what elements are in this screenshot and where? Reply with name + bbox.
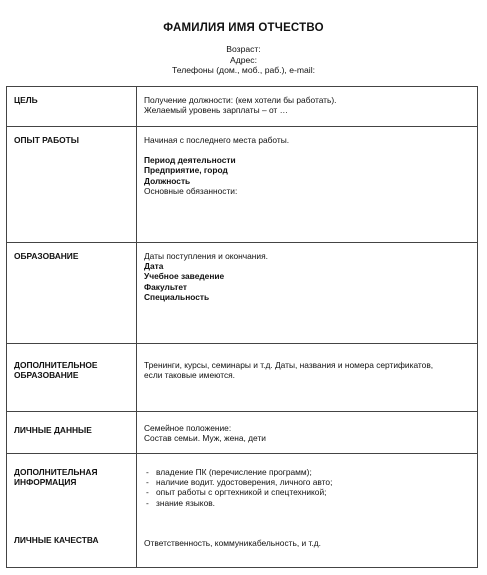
education-content (137, 243, 478, 344)
personal-line-1: Семейное положение: (144, 423, 232, 433)
additional-info-content (137, 454, 478, 568)
education-specialty: Специальность (144, 291, 210, 302)
list-item: - знание языков. (144, 498, 471, 508)
additional-info-list (144, 467, 471, 508)
additional-education-row (7, 344, 478, 412)
experience-duties: Основные обязанности: (144, 185, 238, 196)
additional-education-line-2: если таковые имеются. (144, 370, 235, 381)
education-date: Дата (144, 261, 164, 272)
experience-intro: Начиная с последнего места работы. (144, 135, 290, 145)
goal-line-2: Желаемый уровень зарплаты – от … (144, 105, 288, 116)
education-faculty: Факультет (144, 281, 188, 292)
list-item: - опыт работы с оргтехникой и спецтехникой; (144, 487, 471, 497)
additional-info-row (7, 454, 478, 568)
age-label: Возраст: (226, 44, 261, 54)
list-item: - наличие водит. удостоверения, личного авто; (144, 477, 471, 487)
experience-position: Должность (144, 175, 191, 186)
education-intro: Даты поступления и окончания. (144, 251, 268, 261)
experience-period: Период деятельности (144, 155, 236, 166)
goal-row (7, 87, 478, 127)
additional-education-content (137, 344, 478, 412)
education-institution: Учебное заведение (144, 271, 225, 282)
experience-content (137, 127, 478, 243)
experience-label: ОПЫТ РАБОТЫ (7, 127, 137, 243)
personal-row (7, 412, 478, 454)
personal-content (137, 412, 478, 454)
goal-content (137, 87, 478, 127)
qualities-text: Ответственность, коммуникабельность, и т.д. (144, 537, 321, 548)
additional-education-label: ДОПОЛНИТЕЛЬНОЕ ОБРАЗОВАНИЕ (7, 344, 137, 412)
goal-line-1: Получение должности: (кем хотели бы работать). (144, 95, 337, 105)
education-label: ОБРАЗОВАНИЕ (7, 243, 137, 344)
experience-company: Предприятие, город (144, 165, 228, 176)
personal-line-2: Состав семьи. Муж, жена, дети (144, 433, 266, 444)
additional-education-line-1: Тренинги, курсы, семинары и т.д. Даты, названия и номера сертификатов, (144, 360, 434, 370)
goal-label: ЦЕЛЬ (7, 87, 137, 127)
contact-block (0, 44, 487, 76)
phones-label: Телефоны (дом., моб., раб.), e-mail: (171, 65, 315, 75)
experience-row (7, 127, 478, 243)
additional-info-label: ДОПОЛНИТЕЛЬНАЯ ИНФОРМАЦИЯ ЛИЧНЫЕ КАЧЕСТВА (7, 454, 137, 568)
list-item: - владение ПК (перечисление программ); (144, 467, 471, 477)
full-name-heading: ФАМИЛИЯ ИМЯ ОТЧЕСТВО (163, 22, 324, 34)
personal-label: ЛИЧНЫЕ ДАННЫЕ (7, 412, 137, 454)
education-row (7, 243, 478, 344)
resume-table (6, 86, 478, 568)
address-label: Адрес: (230, 54, 257, 65)
qualities-label: ЛИЧНЫЕ КАЧЕСТВА (14, 535, 99, 546)
